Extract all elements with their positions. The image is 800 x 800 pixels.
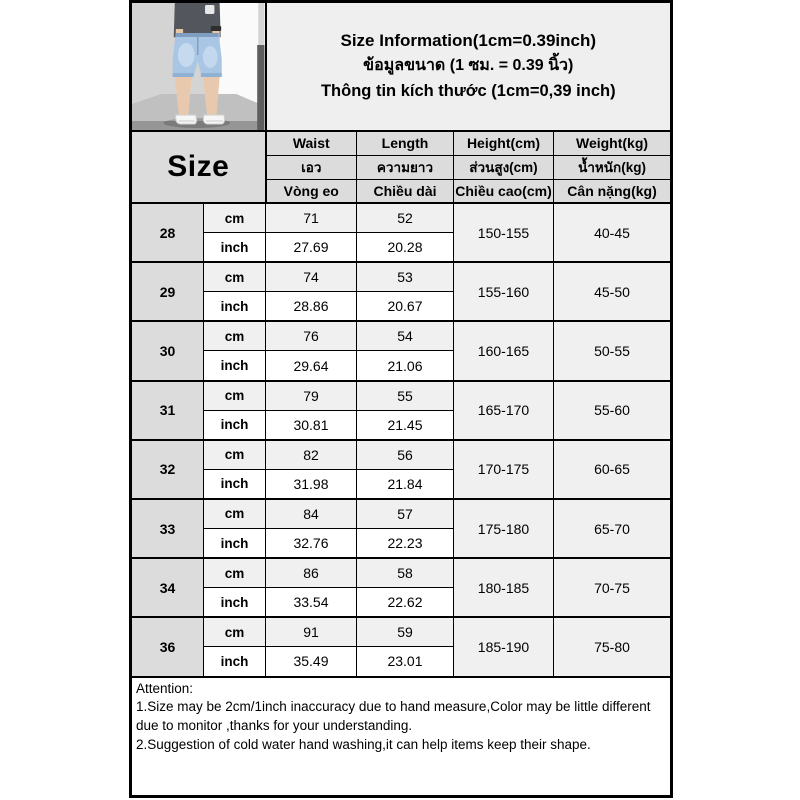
size-info-title-en: Size Information(1cm=0.39inch)	[340, 31, 597, 51]
unit-cm-label: cm	[204, 558, 266, 588]
height-range-value: 180-185	[454, 558, 554, 617]
size-chart-table	[129, 0, 673, 798]
size-row-cm	[131, 499, 672, 529]
height-range-value: 185-190	[454, 617, 554, 676]
length-cm-value: 58	[357, 558, 454, 588]
height-range-value: 155-160	[454, 262, 554, 321]
weight-header-th: น้ำหนัก(kg)	[554, 155, 672, 179]
length-cm-value: 52	[357, 203, 454, 233]
waist-cm-value: 76	[266, 321, 357, 351]
attention-note-1: 1.Size may be 2cm/1inch inaccuracy due to hand measure,Color may be little different due to monitor ,thanks for your understanding.	[136, 699, 651, 734]
length-header-th: ความยาว	[357, 155, 454, 179]
length-inch-value: 20.28	[357, 233, 454, 263]
waist-cm-value: 71	[266, 203, 357, 233]
unit-cm-label: cm	[204, 617, 266, 647]
unit-cm-label: cm	[204, 381, 266, 411]
length-cm-value: 57	[357, 499, 454, 529]
weight-range-value: 60-65	[554, 440, 672, 499]
size-row-cm	[131, 203, 672, 233]
length-inch-value: 21.45	[357, 410, 454, 440]
height-range-value: 175-180	[454, 499, 554, 558]
height-range-value: 170-175	[454, 440, 554, 499]
height-header-vi: Chiều cao(cm)	[454, 179, 554, 203]
size-value: 36	[131, 617, 204, 676]
title-cell	[266, 2, 672, 132]
weight-header-en: Weight(kg)	[554, 131, 672, 155]
length-inch-value: 22.23	[357, 529, 454, 559]
waist-inch-value: 29.64	[266, 351, 357, 381]
size-column-header: Size	[131, 131, 266, 203]
height-range-value: 160-165	[454, 321, 554, 380]
size-value: 29	[131, 262, 204, 321]
attention-heading: Attention:	[136, 680, 194, 696]
length-cm-value: 54	[357, 321, 454, 351]
waist-inch-value: 28.86	[266, 292, 357, 322]
unit-inch-label: inch	[204, 647, 266, 677]
unit-inch-label: inch	[204, 410, 266, 440]
weight-range-value: 65-70	[554, 499, 672, 558]
length-cm-value: 53	[357, 262, 454, 292]
length-inch-value: 23.01	[357, 647, 454, 677]
unit-inch-label: inch	[204, 588, 266, 618]
size-info-title-th: ข้อมูลขนาด (1 ซม. = 0.39 นิ้ว)	[363, 57, 574, 75]
size-value: 34	[131, 558, 204, 617]
size-row-cm	[131, 321, 672, 351]
size-row-cm	[131, 558, 672, 588]
weight-range-value: 45-50	[554, 262, 672, 321]
weight-range-value: 50-55	[554, 321, 672, 380]
waist-cm-value: 82	[266, 440, 357, 470]
waist-inch-value: 31.98	[266, 469, 357, 499]
unit-cm-label: cm	[204, 321, 266, 351]
size-row-cm	[131, 617, 672, 647]
weight-range-value: 40-45	[554, 203, 672, 262]
waist-header-en: Waist	[266, 131, 357, 155]
waist-cm-value: 74	[266, 262, 357, 292]
size-value: 33	[131, 499, 204, 558]
weight-header-vi: Cân nặng(kg)	[554, 179, 672, 203]
unit-cm-label: cm	[204, 440, 266, 470]
length-header-en: Length	[357, 131, 454, 155]
unit-cm-label: cm	[204, 499, 266, 529]
size-value: 30	[131, 321, 204, 380]
length-cm-value: 55	[357, 381, 454, 411]
waist-cm-value: 86	[266, 558, 357, 588]
height-header-th: ส่วนสูง(cm)	[454, 155, 554, 179]
length-cm-value: 56	[357, 440, 454, 470]
size-value: 32	[131, 440, 204, 499]
height-range-value: 165-170	[454, 381, 554, 440]
attention-note	[131, 677, 672, 797]
waist-inch-value: 30.81	[266, 410, 357, 440]
length-header-vi: Chiều dài	[357, 179, 454, 203]
length-inch-value: 21.84	[357, 469, 454, 499]
size-row-cm	[131, 262, 672, 292]
unit-inch-label: inch	[204, 233, 266, 263]
product-photo	[131, 2, 266, 132]
size-row-cm	[131, 440, 672, 470]
size-value: 31	[131, 381, 204, 440]
length-inch-value: 21.06	[357, 351, 454, 381]
height-header-en: Height(cm)	[454, 131, 554, 155]
waist-cm-value: 91	[266, 617, 357, 647]
unit-inch-label: inch	[204, 292, 266, 322]
unit-cm-label: cm	[204, 262, 266, 292]
waist-inch-value: 33.54	[266, 588, 357, 618]
unit-cm-label: cm	[204, 203, 266, 233]
length-inch-value: 20.67	[357, 292, 454, 322]
weight-range-value: 75-80	[554, 617, 672, 676]
height-range-value: 150-155	[454, 203, 554, 262]
length-inch-value: 22.62	[357, 588, 454, 618]
waist-inch-value: 35.49	[266, 647, 357, 677]
size-chart-page	[129, 0, 670, 798]
shorts-model-photo	[132, 3, 265, 130]
weight-range-value: 55-60	[554, 381, 672, 440]
waist-inch-value: 32.76	[266, 529, 357, 559]
size-row-cm	[131, 381, 672, 411]
waist-header-vi: Vòng eo	[266, 179, 357, 203]
waist-cm-value: 79	[266, 381, 357, 411]
waist-inch-value: 27.69	[266, 233, 357, 263]
size-value: 28	[131, 203, 204, 262]
size-info-title-vi: Thông tin kích thước (1cm=0,39 inch)	[320, 82, 616, 101]
attention-note-2: 2.Suggestion of cold water hand washing,it can help items keep their shape.	[136, 737, 591, 753]
weight-range-value: 70-75	[554, 558, 672, 617]
waist-header-th: เอว	[266, 155, 357, 179]
unit-inch-label: inch	[204, 469, 266, 499]
unit-inch-label: inch	[204, 529, 266, 559]
waist-cm-value: 84	[266, 499, 357, 529]
unit-inch-label: inch	[204, 351, 266, 381]
length-cm-value: 59	[357, 617, 454, 647]
